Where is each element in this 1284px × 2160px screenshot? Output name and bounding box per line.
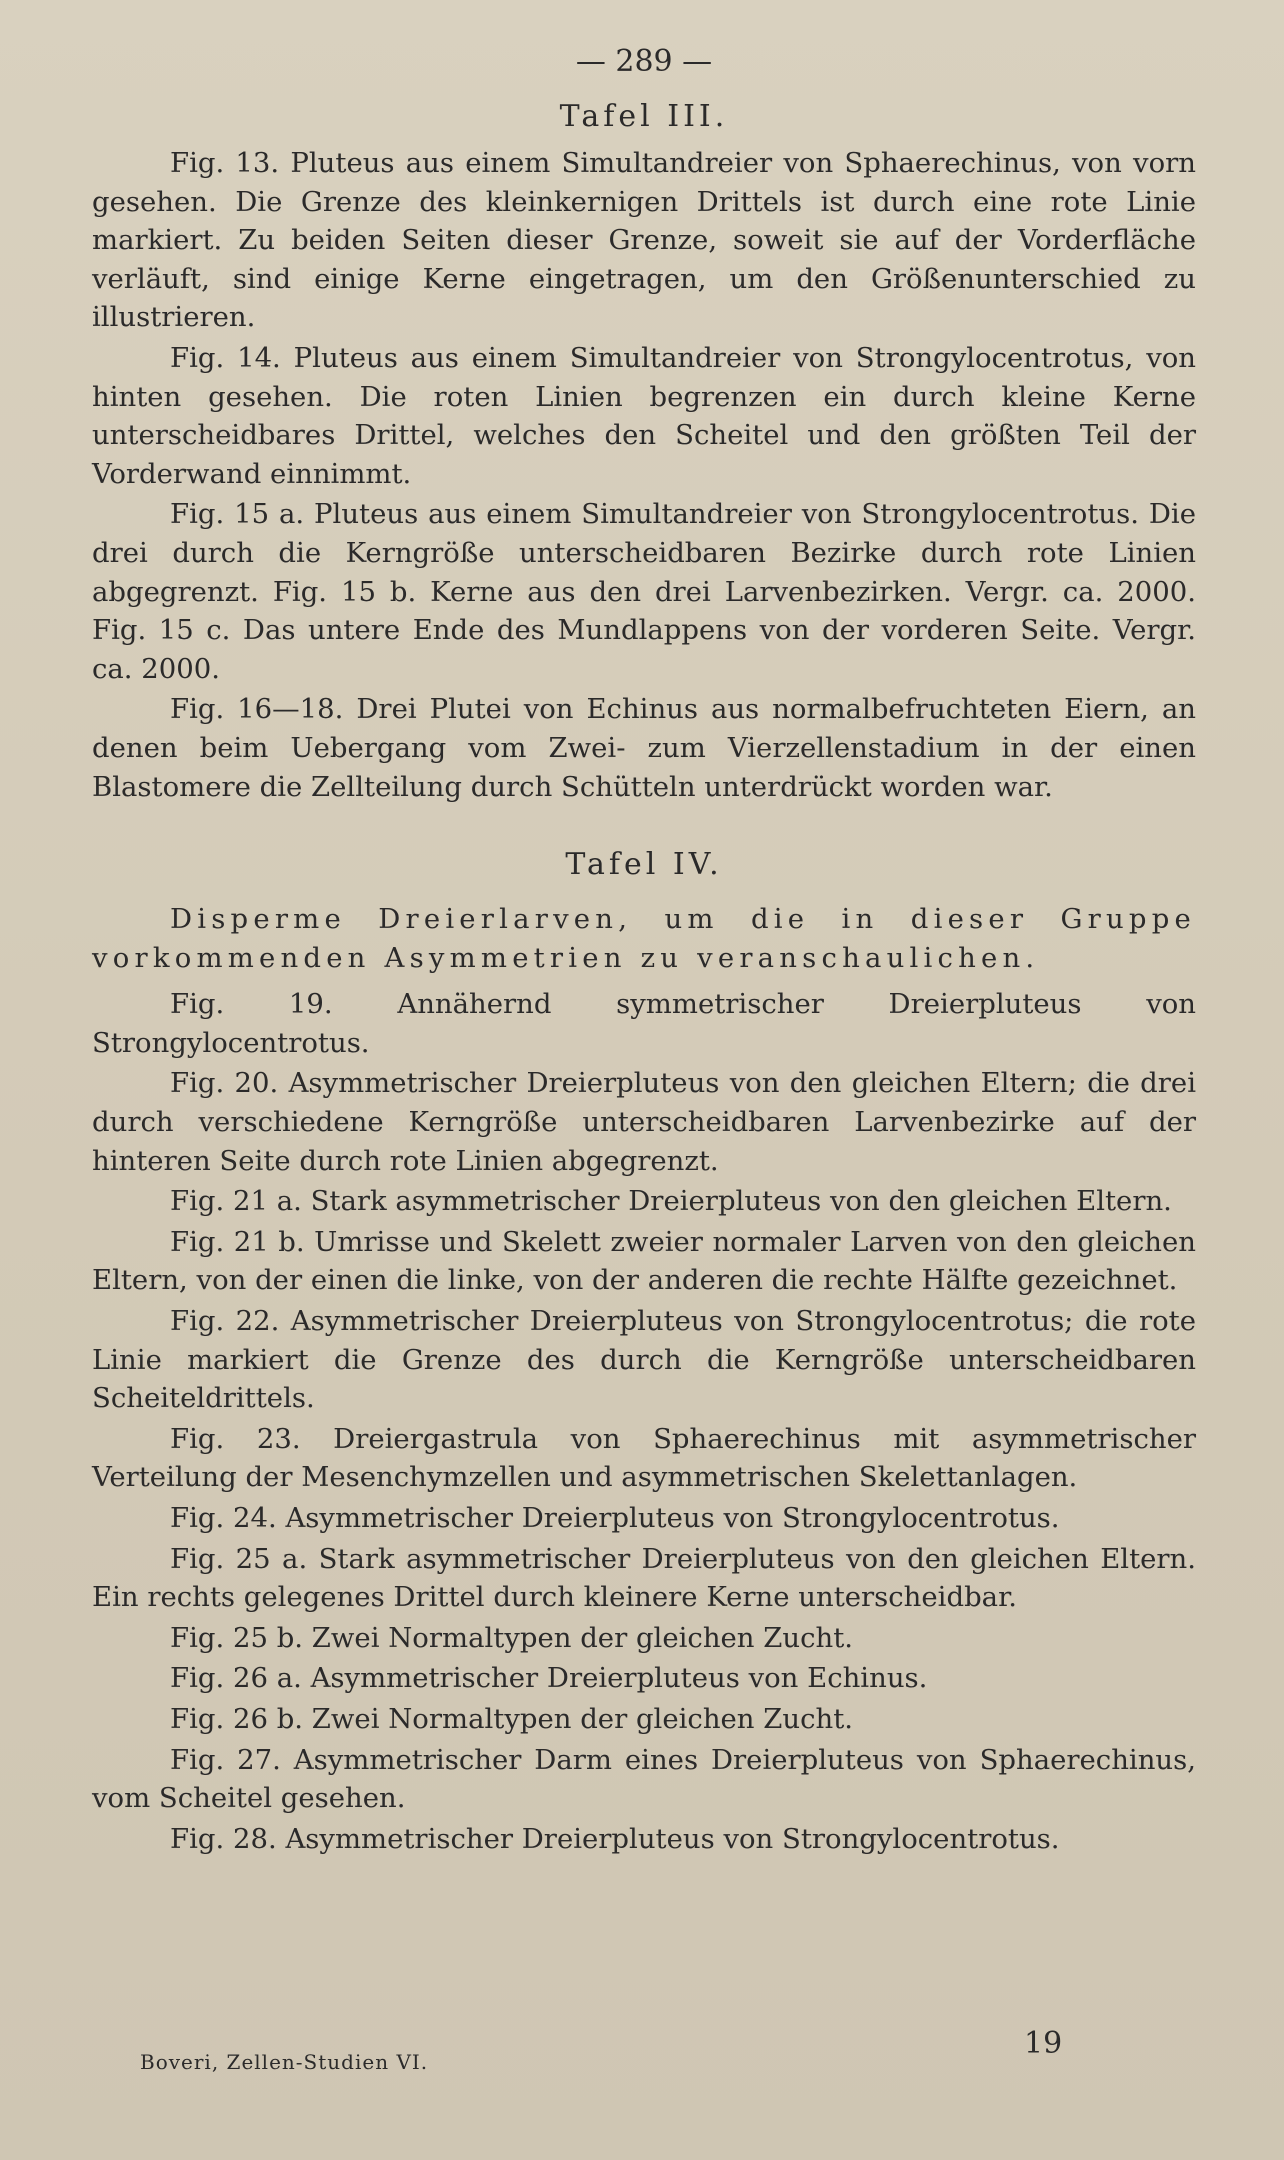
tafel-4-heading: Tafel IV. (565, 847, 723, 883)
sheet-number: 19 (1024, 2026, 1063, 2061)
tafel-4-fig-21a: Fig. 21 a. Stark asymmetrischer Dreierpluteus von den gleichen Eltern. (170, 1185, 1172, 1218)
tafel-4-fig-23: Fig. 23. Dreiergastrula von Sphaerechinus mit asymmetrischer Verteilung der Mesenchymzellen und asymmetrischen Skelettanlagen. (92, 1422, 1196, 1494)
text-column (92, 40, 1196, 1860)
tafel-4-fig-22: Fig. 22. Asymmetrischer Dreierpluteus von Strongylocentrotus; die rote Linie markiert die Grenze des durch die Kerngröße unterscheidbaren Scheiteldrittels. (92, 1305, 1196, 1415)
tafel-4-fig-28: Fig. 28. Asymmetrischer Dreierpluteus von Strongylocentrotus. (170, 1822, 1060, 1855)
tafel-4-fig-20: Fig. 20. Asymmetrischer Dreierpluteus von den gleichen Eltern; die drei durch verschiedene Kerngröße unterscheidbaren Larvenbezirke auf der hinteren Seite durch rote Linien abgegrenzt. (92, 1067, 1196, 1177)
tafel-4-fig-21b: Fig. 21 b. Umrisse und Skelett zweier normaler Larven von den gleichen Eltern, von der einen die linke, von der anderen die rechte Hälfte gezeichnet. (92, 1225, 1196, 1297)
tafel-4-subheading: Disperme Dreierlarven, um die in dieser Gruppe vorkommenden Asymmetrien zu veranschaulichen. (92, 903, 1196, 974)
footer-signature: Boveri, Zellen-Studien VI. (140, 2050, 429, 2074)
tafel-4-fig-25a: Fig. 25 a. Stark asymmetrischer Dreierpluteus von den gleichen Eltern. Ein rechts gelegenes Drittel durch kleinere Kerne unterscheidbar. (92, 1542, 1196, 1614)
tafel-3-fig-16-18: Fig. 16—18. Drei Plutei von Echinus aus normalbefruchteten Eiern, an denen beim Uebergang vom Zwei- zum Vierzellenstadium in der einen Blastomere die Zellteilung durch Schütteln unterdrückt worden war. (92, 693, 1196, 803)
tafel-3-fig-13: Fig. 13. Pluteus aus einem Simultandreier von Sphaerechinus, von vorn gesehen. Die Grenze des kleinkernigen Drittels ist durch eine rote Linie markiert. Zu beiden Seiten dieser Grenze, soweit sie auf der Vorderfläche verläuft, sind einige Kerne eingetragen, um den Größenunterschied zu illustrieren. (92, 147, 1196, 334)
tafel-4-fig-24: Fig. 24. Asymmetrischer Dreierpluteus von Strongylocentrotus. (170, 1502, 1060, 1534)
tafel-3-heading: Tafel III. (559, 99, 729, 134)
tafel-4-fig-19: Fig. 19. Annähernd symmetrischer Dreierpluteus von Strongylocentrotus. (92, 988, 1196, 1059)
tafel-4-fig-27: Fig. 27. Asymmetrischer Darm eines Dreierpluteus von Sphaerechinus, vom Scheitel gesehen. (92, 1743, 1196, 1815)
tafel-4-fig-26a: Fig. 26 a. Asymmetrischer Dreierpluteus von Echinus. (170, 1662, 928, 1695)
tafel-4-fig-26b: Fig. 26 b. Zwei Normaltypen der gleichen Zucht. (170, 1702, 853, 1735)
tafel-3-fig-15: Fig. 15 a. Pluteus aus einem Simultandreier von Strongylocentrotus. Die drei durch die Kerngröße unterscheidbaren Bezirke durch rote Linien abgegrenzt. Fig. 15 b. Kerne aus den drei Larvenbezirken. Vergr. ca. 2000. Fig. 15 c. Das untere Ende des Mundlappens von der vorderen Seite. Vergr. ca. 2000. (92, 498, 1196, 685)
page-number: — 289 — (575, 44, 713, 79)
tafel-3-fig-14: Fig. 14. Pluteus aus einem Simultandreier von Strongylocentrotus, von hinten gesehen. Die roten Linien begrenzen ein durch kleine Kerne unterscheidbares Drittel, welches den Scheitel und den größten Teil der Vorderwand einnimmt. (92, 341, 1196, 490)
tafel-4-fig-25b: Fig. 25 b. Zwei Normaltypen der gleichen Zucht. (170, 1621, 853, 1654)
